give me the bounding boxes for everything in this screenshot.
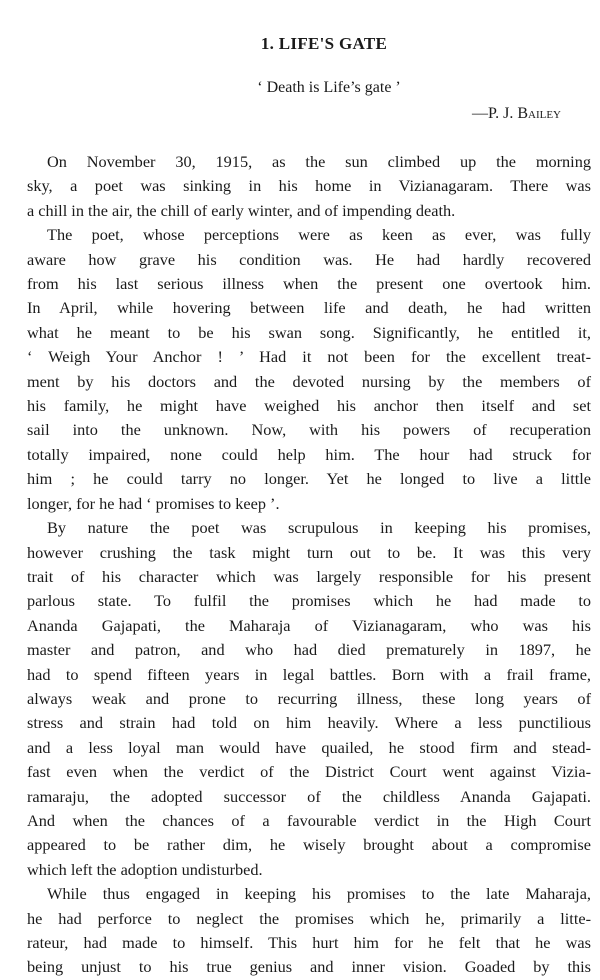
text-line: The poet, whose perceptions were as keen as ever, was fully <box>47 225 591 245</box>
text-line: and a less loyal man would have quailed, he stood firm and stead- <box>27 737 591 757</box>
text-line: In April, while hovering between life and death, he had written <box>27 298 591 318</box>
text-line: had to spend fifteen years in legal battles. Born with a frail frame, <box>27 664 591 684</box>
chapter-body <box>27 150 591 980</box>
text-line: Ananda Gajapati, the Maharaja of Vizianagaram, who was his <box>27 615 591 635</box>
text-line: And when the chances of a favourable verdict in the High Court <box>27 810 591 830</box>
text-line: him ; he could tarry no longer. Yet he longed to live a little <box>27 469 591 489</box>
text-line: always weak and prone to recurring illness, these long years of <box>27 688 591 708</box>
paragraph-2 <box>27 223 591 516</box>
text-line: sky, a poet was sinking in his home in Vizianagaram. There was <box>27 176 591 196</box>
text-line: longer, for he had ‘ promises to keep ’. <box>27 493 280 513</box>
text-line: ment by his doctors and the devoted nursing by the members of <box>27 371 591 391</box>
text-line: sail into the unknown. Now, with his powers of recuperation <box>27 420 591 440</box>
paragraph-3 <box>27 516 591 882</box>
epigraph-attribution <box>27 104 591 124</box>
text-line: rateur, had made to himself. This hurt him for he felt that he was <box>27 933 591 952</box>
text-line: On November 30, 1915, as the sun climbed up the morning <box>47 152 591 171</box>
text-line: however crushing the task might turn out to be. It was this very <box>27 542 591 562</box>
text-line: fast even when the verdict of the District Court went against Vizia- <box>27 762 591 782</box>
text-line: appeared to be rather dim, he wisely brought about a compromise <box>27 835 591 855</box>
text-line: While thus engaged in keeping his promises to the late Maharaja, <box>47 884 591 904</box>
paragraph-4 <box>27 882 591 980</box>
text-line: master and patron, and who had died prematurely in 1897, he <box>27 640 591 660</box>
text-line: he had perforce to neglect the promises which he, primarily a litte- <box>27 908 591 928</box>
text-line: what he meant to be his swan song. Significantly, he entitled it, <box>27 322 591 342</box>
attribution-name: Bailey <box>517 105 561 122</box>
text-line: his family, he might have weighed his anchor then itself and set <box>27 396 591 416</box>
text-line: stress and strain had told on him heavily. Where a less punctilious <box>27 713 591 733</box>
text-line: a chill in the air, the chill of early winter, and of impending death. <box>27 200 456 220</box>
chapter-title: 1. LIFE'S GATE <box>260 34 388 53</box>
text-line: ‘ Weigh Your Anchor ! ’ Had it not been for the excellent treat- <box>27 347 591 367</box>
text-line: trait of his character which was largely responsible for his present <box>27 566 591 586</box>
epigraph-quote: ‘ Death is Life’s gate ’ <box>257 79 401 96</box>
text-line: ramaraju, the adopted successor of the childless Ananda Gajapati. <box>27 786 591 806</box>
text-line: aware how grave his condition was. He had hardly recovered <box>27 249 591 269</box>
attribution-prefix: —P. J. <box>471 105 518 122</box>
text-line: parlous state. To fulfil the promises which he had made to <box>27 591 591 611</box>
paragraph-1 <box>27 150 591 223</box>
text-line: from his last serious illness when the present one overtook him. <box>27 274 591 294</box>
text-line: By nature the poet was scrupulous in keeping his promises, <box>47 518 591 538</box>
text-line: being unjust to his true genius and inner vision. Goaded by this <box>27 957 591 977</box>
text-line: totally impaired, none could help him. The hour had struck for <box>27 444 591 464</box>
text-line: which left the adoption undisturbed. <box>27 859 263 879</box>
